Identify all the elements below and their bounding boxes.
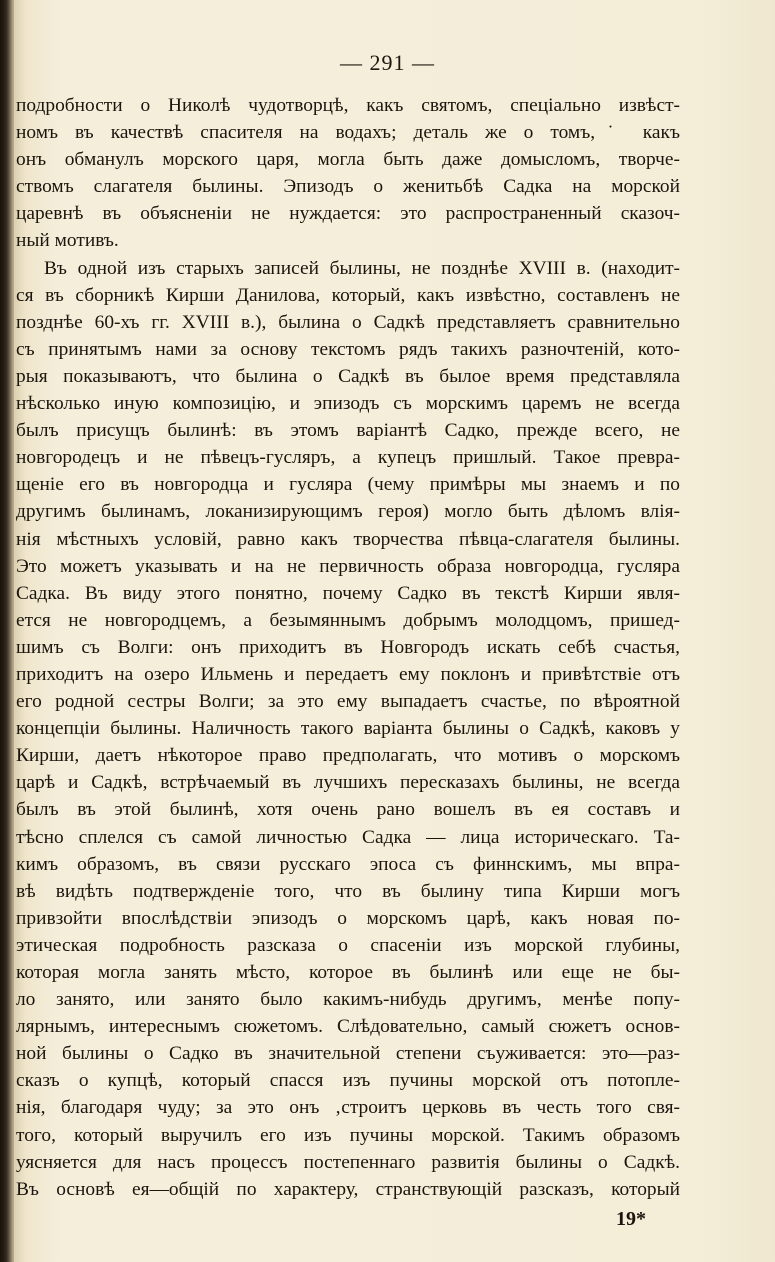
text-line: подробности о Николѣ чудотворцѣ, какъ святомъ, спеціально извѣст- xyxy=(16,95,680,116)
text-line: нѣсколько иную композицію, и эпизодъ съ морскимъ царемъ не всегда xyxy=(16,393,680,415)
text-line: съ принятымъ нами за основу текстомъ рядъ такихъ разночтеній, кото- xyxy=(16,338,680,360)
text-line: царевнѣ въ объясненіи не нуждается: это распространенный сказоч- xyxy=(16,203,680,225)
text-line: ствомъ слагателя былины. Эпизодъ о женитьбѣ Садка на морской xyxy=(16,176,680,198)
text-line: концепціи былины. Наличность такого варіанта былины о Садкѣ, каковъ у xyxy=(16,718,680,740)
text-line: рыя показываютъ, что былина о Садкѣ въ былое время представляла xyxy=(16,365,680,387)
text-line: ся въ сборникѣ Кирши Данилова, который, какъ извѣстно, составленъ не xyxy=(16,284,680,306)
text-line: его родной сестры Волги; за это ему выпадаетъ счастье, по вѣроятной xyxy=(16,691,680,713)
book-gutter xyxy=(0,0,14,1262)
body-text xyxy=(16,92,680,1203)
text-line: онъ обманулъ морского царя, могла быть даже домысломъ, творче- xyxy=(16,149,680,171)
text-line: позднѣе 60-хъ гг. XVIII в.), былина о Садкѣ представляетъ сравнительно xyxy=(16,311,680,333)
text-line: тѣсно сплелся съ самой личностью Садка — лица историческаго. Та- xyxy=(16,826,680,848)
text-line: Это можетъ указывать и на не первичность образа новгородца, гусляра xyxy=(16,555,680,577)
signature-mark: 19* xyxy=(616,1208,646,1230)
text-line: ный мотивъ. xyxy=(16,230,119,252)
text-line: Въ основѣ ея—общій по характеру, странствующій разсказъ, который xyxy=(16,1178,680,1200)
text-line: былъ присущъ былинѣ: въ этомъ варіантѣ Садко, прежде всего, не xyxy=(16,420,680,442)
text-line: другимъ былинамъ, локанизирующимъ героя) могло быть дѣломъ влія- xyxy=(16,501,680,523)
text-line: лярнымъ, интереснымъ сюжетомъ. Слѣдовательно, самый сюжетъ основ- xyxy=(16,1016,680,1038)
text-line: Кирши, даетъ нѣкоторое право предполагать, что мотивъ о морскомъ xyxy=(16,745,680,767)
text-line: уясняется для насъ процессъ постепеннаго развитія былины о Садкѣ. xyxy=(16,1151,680,1173)
text-line: которая могла занять мѣсто, которое въ былинѣ или еще не бы- xyxy=(16,962,680,983)
text-line: ется не новгородцемъ, а безымяннымъ добрымъ молодцомъ, пришед- xyxy=(16,609,680,631)
text-line: Въ одной изъ старыхъ записей былины, не позднѣе XVIII в. (находит- xyxy=(44,257,680,279)
text-line: приходитъ на озеро Ильмень и передаетъ ему поклонъ и привѣтствіе отъ xyxy=(16,663,680,685)
text-line: вѣ видѣть подтвержденіе того, что въ былину типа Кирши могъ xyxy=(16,880,680,902)
text-line: царѣ и Садкѣ, встрѣчаемый въ лучшихъ пересказахъ былины, не всегда xyxy=(16,772,680,794)
text-line: привзойти впослѣдствіи эпизодъ о морскомъ царѣ, какъ новая по- xyxy=(16,907,680,929)
text-line: новгородецъ и не пѣвецъ-гусляръ, а купецъ пришлый. Такое превра- xyxy=(16,447,680,469)
text-line: кимъ образомъ, въ связи русскаго эпоса съ финнскимъ, мы впра- xyxy=(16,853,680,875)
text-line: сказъ о купцѣ, который спасся изъ пучины морской отъ потопле- xyxy=(16,1070,680,1092)
text-line: ной былины о Садко въ значительной степени съуживается: это—раз- xyxy=(16,1043,680,1065)
text-line: щеніе его въ новгородца и гусляра (чему примѣры мы знаемъ и по xyxy=(16,474,680,496)
text-line: того, который выручилъ его изъ пучины морской. Такимъ образомъ xyxy=(16,1124,680,1146)
text-line: этическая подробность разсказа о спасеніи изъ морской глубины, xyxy=(16,934,680,956)
text-line: ло занято, или занято было какимъ-нибудь другимъ, менѣе попу- xyxy=(16,989,680,1011)
text-line: номъ въ качествѣ спасителя на водахъ; деталь же о томъ,˙ какъ xyxy=(16,122,680,144)
text-line: Садка. Въ виду этого понятно, почему Садко въ текстѣ Кирши явля- xyxy=(16,582,680,604)
text-line: нія мѣстныхъ условій, равно какъ творчества пѣвца-слагателя былины. xyxy=(16,528,680,550)
page-number: — 291 — xyxy=(340,50,435,75)
text-line: нія, благодаря чуду; за это онъ ‚строитъ церковь въ честь того свя- xyxy=(16,1097,680,1119)
text-line: шимъ съ Волги: онъ приходитъ въ Новгородъ искать себѣ счастья, xyxy=(16,636,680,658)
text-line: былъ въ этой былинѣ, хотя очень рано вошелъ въ ея составъ и xyxy=(16,799,680,821)
